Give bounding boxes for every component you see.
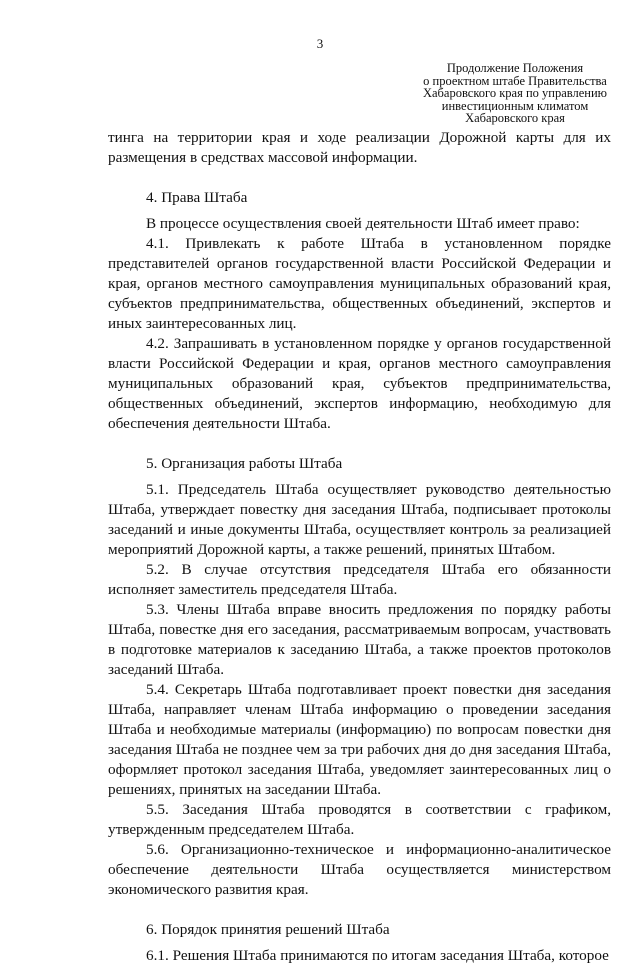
continuation-line: Хабаровского края	[465, 111, 565, 125]
continuation-line: Продолжение Положения	[446, 61, 584, 75]
document-body	[108, 128, 611, 966]
paragraph-5-5: 5.5. Заседания Штаба проводятся в соответствии с графиком, утвержденным председателем Штаба.	[108, 801, 611, 838]
continuation-header	[410, 62, 620, 125]
paragraph-5-4: 5.4. Секретарь Штаба подготавливает проект повестки дня заседания Штаба, направляет членам Штаба информацию о проведении заседания Штаба и необходимые материалы (информацию) по вопросам повестки дня заседания Штаба не позднее чем за три рабочих дня до дня заседания Штаба, оформляет протокол заседания Штаба, уведомляет заинтересованных лиц о решениях, принятых на заседании Штаба.	[108, 681, 611, 798]
section-4-heading: 4. Права Штаба	[146, 189, 248, 206]
paragraph-4-1: 4.1. Привлекать к работе Штаба в установленном порядке представителей органов государственной власти Российской Федерации и края, органов местного самоуправления муниципальных образований края, субъектов предпринимательства, общественных объединений, экспертов и иных заинтересованных лиц.	[108, 235, 611, 332]
continuation-line: инвестиционным климатом	[441, 98, 589, 113]
section-5-heading: 5. Организация работы Штаба	[146, 455, 343, 472]
section-6-heading: 6. Порядок принятия решений Штаба	[146, 921, 390, 938]
paragraph-5-3: 5.3. Члены Штаба вправе вносить предложения по порядку работы Штаба, повестке дня его заседания, рассматриваемым вопросам, участвовать в подготовке материалов к заседанию Штаба, а также проектов протоколов заседаний Штаба.	[108, 601, 611, 678]
paragraph-5-2: 5.2. В случае отсутствия председателя Штаба его обязанности исполняет заместитель председателя Штаба.	[108, 561, 611, 598]
page-number: 3	[316, 36, 324, 51]
continuation-line: о проектном штабе Правительства	[423, 73, 607, 88]
paragraph-5-1: 5.1. Председатель Штаба осуществляет руководство деятельностью Штаба, утверждает повестку дня заседания Штаба, подписывает протоколы заседаний и иные документы Штаба, осуществляет контроль за реализацией мероприятий Дорожной карты, а также решений, принятых Штабом.	[108, 481, 611, 558]
paragraph-6-1: 6.1. Решения Штаба принимаются по итогам заседания Штаба, которое	[146, 947, 609, 964]
paragraph-4-2: 4.2. Запрашивать в установленном порядке у органов государственной власти Российской Федерации и края, органов местного самоуправления муниципальных образований края, субъектов предпринимательства, общественных объединений, экспертов информацию, необходимую для обеспечения деятельности Штаба.	[108, 335, 611, 432]
section-4-lead: В процессе осуществления своей деятельности Штаб имеет право:	[146, 215, 580, 232]
intro-paragraph: тинга на территории края и ходе реализации Дорожной карты для их размещения в средствах массовой информации.	[108, 129, 611, 166]
continuation-line: Хабаровского края по управлению	[422, 86, 608, 100]
paragraph-5-6: 5.6. Организационно-техническое и информационно-аналитическое обеспечение деятельности Штаба осуществляется министерством экономического развития края.	[108, 841, 611, 898]
